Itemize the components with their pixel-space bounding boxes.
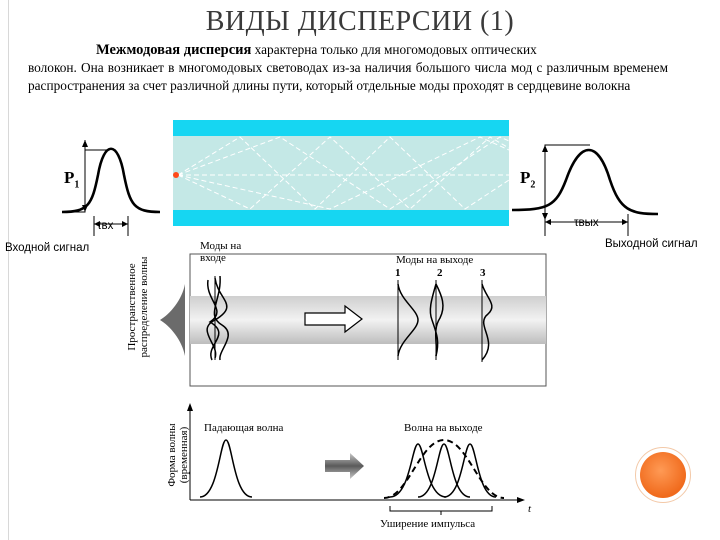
p2-label: $P_2$ (520, 168, 536, 191)
orange-circle-decoration (640, 452, 686, 498)
output-wave-label: Волна на выходе (404, 422, 483, 434)
tau-in-label: τвх (97, 220, 114, 232)
modes-out-label: Моды на выходе (396, 254, 474, 266)
mode-number-1: 1 (395, 267, 401, 279)
modes-diagram (160, 254, 546, 386)
pulse-broadening-diagram (187, 403, 525, 515)
modes-in-label: Моды на входе (200, 240, 242, 264)
p1-label: $P_1$ (64, 168, 80, 191)
output-signal-label: Выходной сигнал (605, 238, 698, 250)
tau-out-label: τвых (574, 217, 599, 229)
mode-number-2: 2 (437, 267, 443, 279)
incident-wave-label: Падающая волна (204, 422, 284, 434)
spatial-distribution-axis-label: Пространственное распределение волны (126, 256, 150, 358)
paragraph-rest: волокон. Она возникает в многомодовых световодах из-за наличия большого числа мод с различным временем распространения за счет различной длины пути, который отдельные моды проходят в сердцевине волокна (28, 60, 668, 93)
term-intermode-dispersion: Межмодовая дисперсия (96, 42, 252, 58)
pulse-broadening-label: Уширение импульса (380, 518, 476, 530)
fiber-diagram (173, 120, 509, 226)
slide-title: ВИДЫ ДИСПЕРСИИ (1) (205, 6, 515, 37)
first-line-rest: характерна только для многомодовых оптических (251, 42, 537, 57)
input-signal-label: Входной сигнал (5, 242, 90, 254)
waveform-axis-label: Форма волны (временная) (166, 423, 190, 487)
mode-number-3: 3 (480, 267, 486, 279)
time-axis-label: t (528, 503, 532, 515)
